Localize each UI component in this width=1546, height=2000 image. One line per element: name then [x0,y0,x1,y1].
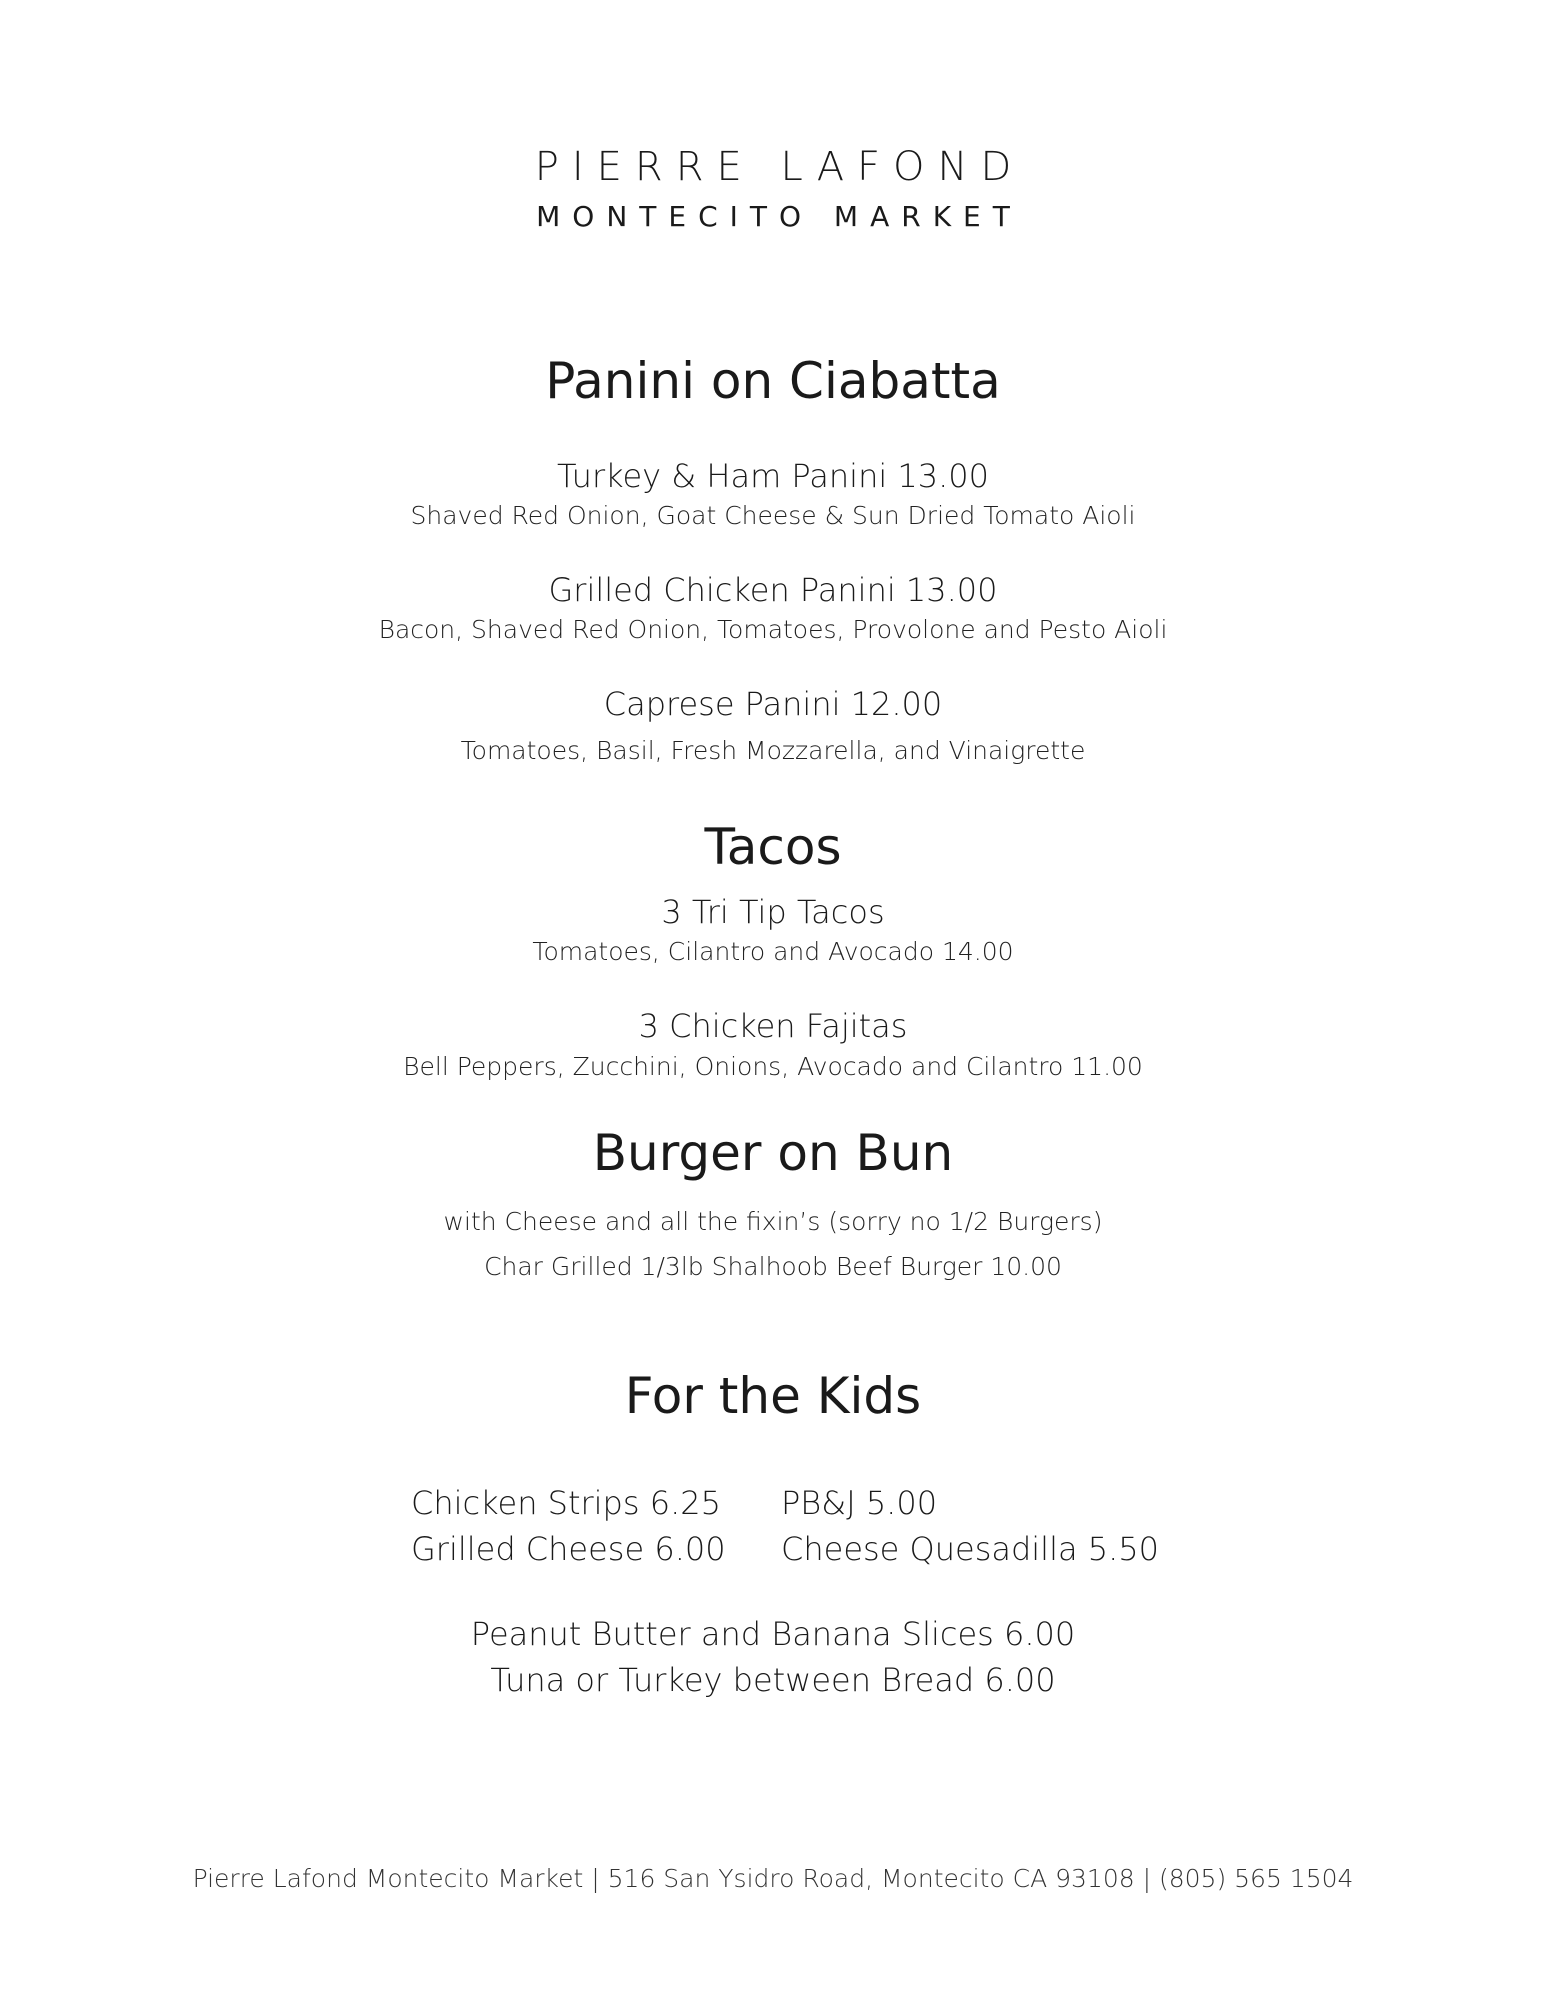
brand-name: PIERRE LAFOND [534,144,1025,190]
burger-item: Char Grilled 1/3lb Shalhoob Beef Burger 10.00 [484,1252,1062,1281]
kids-item: Tuna or Turkey between Bread 6.00 [490,1661,1056,1699]
menu-item-desc: Bell Peppers, Zucchini, Onions, Avocado and Cilantro 11.00 [403,1052,1143,1081]
menu-item-name: 3 Chicken Fajitas [638,1007,908,1045]
section-title-panini: Panini on Ciabatta [545,352,1001,410]
menu-item-desc: Tomatoes, Cilantro and Avocado 14.00 [532,937,1014,966]
kids-item: Peanut Butter and Banana Slices 6.00 [470,1615,1076,1653]
section-title-kids: For the Kids [624,1367,922,1425]
menu-item-desc: Tomatoes, Basil, Fresh Mozzarella, and Vinaigrette [460,736,1086,765]
menu-item-desc: Shaved Red Onion, Goat Cheese & Sun Dried Tomato Aioli [410,501,1136,530]
kids-item: Chicken Strips 6.25 [411,1484,721,1522]
section-title-burger: Burger on Bun [592,1124,954,1182]
menu-item-name: 3 Tri Tip Tacos [661,893,885,931]
menu-item-desc: Bacon, Shaved Red Onion, Tomatoes, Provolone and Pesto Aioli [378,615,1168,644]
section-title-tacos: Tacos [704,818,842,876]
menu-item-name: Turkey & Ham Panini 13.00 [556,457,990,495]
kids-item: Grilled Cheese 6.00 [411,1530,726,1568]
kids-item: PB&J 5.00 [781,1484,938,1522]
footer-address: Pierre Lafond Montecito Market | 516 San Ysidro Road, Montecito CA 93108 | (805) 565 1504 [192,1864,1354,1893]
menu-item-name: Grilled Chicken Panini 13.00 [548,571,998,609]
burger-description: with Cheese and all the fixin’s (sorry no 1/2 Burgers) [443,1207,1103,1236]
menu-item-name: Caprese Panini 12.00 [603,685,943,723]
kids-item: Cheese Quesadilla 5.50 [781,1530,1159,1568]
brand-subtitle: MONTECITO MARKET [536,200,1022,233]
